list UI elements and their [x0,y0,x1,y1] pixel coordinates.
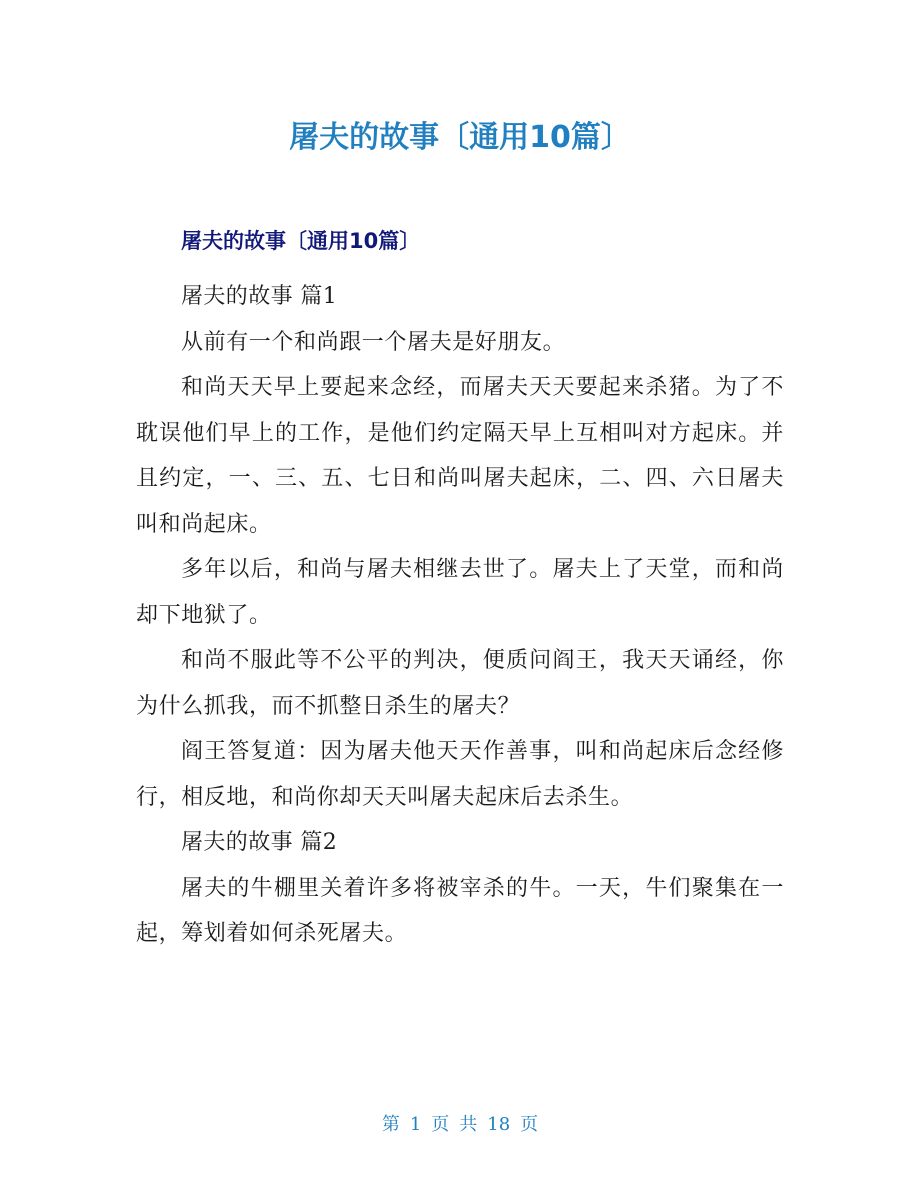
page-footer [0,1112,920,1138]
footer-prefix: 第 [381,1114,400,1135]
chapter-title-2: 屠夫的故事 篇2 [181,830,338,855]
section-heading: 屠夫的故事〔通用10篇〕 [181,229,421,253]
paragraph: 从前有一个和尚跟一个屠夫是好朋友。 [181,329,566,355]
paragraph: 多年以后，和尚与屠夫相继去世了。屠夫上了天堂，而和尚却下地狱了。 [136,557,784,628]
footer-page-word: 页 [431,1114,450,1135]
paragraph: 屠夫的牛棚里关着许多将被宰杀的牛。一天，牛们聚集在一起，筹划着如何杀死屠夫。 [136,875,784,946]
footer-page-number: 1 [409,1114,422,1135]
chapter-title-1: 屠夫的故事 篇1 [181,284,338,309]
paragraph: 和尚不服此等不公平的判决，便质问阎王，我天天诵经，你为什么抓我，而不抓整日杀生的屠夫？ [136,648,784,719]
document-body [136,274,784,957]
footer-total-word: 共 [459,1114,478,1135]
document-title: 屠夫的故事〔通用10篇〕 [289,120,631,155]
footer-suffix: 页 [520,1114,539,1135]
paragraph: 阎王答复道：因为屠夫他天天作善事，叫和尚起床后念经修行，相反地，和尚你却天天叫屠夫起床后去杀生。 [136,739,784,810]
paragraph: 和尚天天早上要起来念经，而屠夫天天要起来杀猪。为了不耽误他们早上的工作，是他们约定隔天早上互相叫对方起床。并且约定，一、三、五、七日和尚叫屠夫起床，二、四、六日屠夫叫和尚起床。 [136,375,784,537]
footer-total-pages: 18 [487,1114,511,1135]
